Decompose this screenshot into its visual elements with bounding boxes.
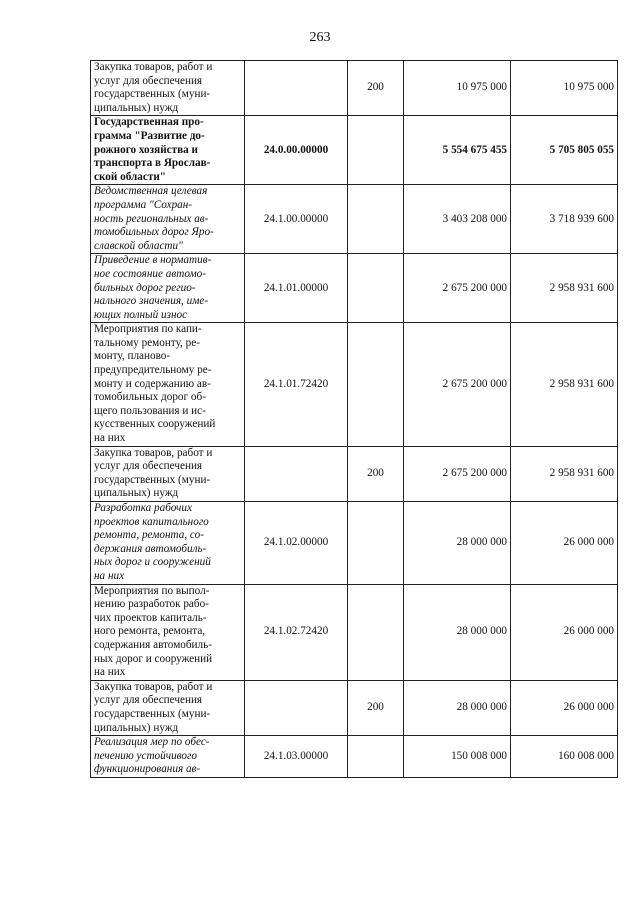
- amount-year2-cell: 26 000 000: [511, 584, 618, 680]
- item-name-line: Реализация мер по обес-: [94, 736, 210, 749]
- amount-year1-cell: 150 008 000: [404, 736, 511, 778]
- item-name-cell: [91, 116, 245, 185]
- item-name-line: монту и содержанию ав-: [94, 377, 211, 390]
- amount-year2-cell: 26 000 000: [511, 680, 618, 735]
- item-name-line: грамма "Развитие до-: [94, 129, 205, 142]
- expense-type-cell: 200: [348, 61, 404, 116]
- item-name-cell: [91, 185, 245, 254]
- amount-year1-cell: 3 403 208 000: [404, 185, 511, 254]
- amount-year1-cell: 2 675 200 000: [404, 323, 511, 446]
- amount-year2-cell: 2 958 931 600: [511, 446, 618, 501]
- amount-year2-cell: 3 718 939 600: [511, 185, 618, 254]
- table-row: [91, 254, 618, 323]
- item-name-line: на них: [94, 432, 126, 445]
- item-name-line: Приведение в норматив-: [94, 254, 212, 267]
- program-code-cell: 24.1.02.72420: [245, 584, 348, 680]
- item-name-line: печению устойчивого: [94, 749, 197, 762]
- table-row: [91, 116, 618, 185]
- item-name-line: услуг для обеспечения: [94, 460, 203, 473]
- item-name-line: Государственная про-: [94, 116, 204, 129]
- item-name-line: ного ремонта, ремонта,: [94, 625, 206, 638]
- amount-year2-cell: 5 705 805 055: [511, 116, 618, 185]
- expense-type-cell: [348, 736, 404, 778]
- item-name-line: ных дорог и сооружений: [94, 652, 213, 665]
- item-name-line: Закупка товаров, работ и: [94, 446, 213, 459]
- item-name-line: на них: [94, 666, 126, 679]
- item-name-line: проектов капитального: [94, 515, 209, 528]
- item-name-line: ремонта, ремонта, со-: [94, 529, 204, 542]
- budget-table: [90, 60, 618, 778]
- item-name-line: кусственных сооружений: [94, 418, 216, 431]
- item-name-cell: [91, 680, 245, 735]
- item-name-cell: [91, 254, 245, 323]
- item-name-line: государственных (муни-: [94, 707, 211, 720]
- program-code-cell: 24.0.00.00000: [245, 116, 348, 185]
- program-code-cell: 24.1.01.72420: [245, 323, 348, 446]
- item-name-line: государственных (муни-: [94, 473, 211, 486]
- expense-type-cell: 200: [348, 680, 404, 735]
- program-code-cell: 24.1.00.00000: [245, 185, 348, 254]
- amount-year2-cell: 26 000 000: [511, 502, 618, 585]
- item-name-line: Закупка товаров, работ и: [94, 61, 213, 73]
- table-row: [91, 323, 618, 446]
- item-name-line: нального значения, име-: [94, 295, 209, 308]
- item-name-line: транспорта в Ярослав-: [94, 157, 211, 170]
- program-code-cell: [245, 680, 348, 735]
- item-name-line: государственных (муни-: [94, 88, 211, 101]
- item-name-cell: [91, 736, 245, 778]
- item-name-line: тальному ремонту, ре-: [94, 336, 200, 349]
- table-row: [91, 185, 618, 254]
- table-row: [91, 502, 618, 585]
- amount-year1-cell: 28 000 000: [404, 584, 511, 680]
- item-name-line: ное состояние автомо-: [94, 267, 206, 280]
- program-code-cell: 24.1.03.00000: [245, 736, 348, 778]
- item-name-line: содержания автомобиль-: [94, 638, 212, 651]
- item-name-line: нению разработок рабо-: [94, 598, 209, 611]
- amount-year1-cell: 2 675 200 000: [404, 446, 511, 501]
- item-name-cell: [91, 323, 245, 446]
- table-row: [91, 584, 618, 680]
- expense-type-cell: [348, 323, 404, 446]
- item-name-line: чих проектов капиталь-: [94, 611, 207, 624]
- item-name-line: услуг для обеспечения: [94, 74, 203, 87]
- item-name-cell: [91, 446, 245, 501]
- budget-table-body: [91, 61, 618, 778]
- item-name-line: ципальных) нужд: [94, 487, 179, 500]
- item-name-line: держания автомобиль-: [94, 542, 207, 555]
- expense-type-cell: [348, 185, 404, 254]
- item-name-line: монту, планово-: [94, 350, 171, 363]
- table-row: [91, 736, 618, 778]
- item-name-line: щего пользования и ис-: [94, 404, 206, 417]
- table-row: [91, 446, 618, 501]
- expense-type-cell: [348, 502, 404, 585]
- table-row: [91, 61, 618, 116]
- item-name-line: томобильных дорог об-: [94, 391, 206, 404]
- item-name-line: славской области": [94, 239, 183, 252]
- amount-year1-cell: 5 554 675 455: [404, 116, 511, 185]
- item-name-line: бильных дорог регио-: [94, 281, 196, 294]
- item-name-line: Разработка рабочих: [94, 502, 192, 514]
- program-code-cell: [245, 61, 348, 116]
- expense-type-cell: 200: [348, 446, 404, 501]
- amount-year1-cell: 10 975 000: [404, 61, 511, 116]
- item-name-cell: [91, 584, 245, 680]
- item-name-line: ской области": [94, 170, 166, 183]
- item-name-line: программа "Сохран-: [94, 198, 193, 211]
- item-name-line: ципальных) нужд: [94, 721, 179, 734]
- amount-year2-cell: 160 008 000: [511, 736, 618, 778]
- item-name-line: Мероприятия по капи-: [94, 323, 202, 336]
- amount-year1-cell: 2 675 200 000: [404, 254, 511, 323]
- amount-year2-cell: 2 958 931 600: [511, 323, 618, 446]
- table-row: [91, 680, 618, 735]
- item-name-line: услуг для обеспечения: [94, 694, 203, 707]
- item-name-line: рожного хозяйства и: [94, 143, 198, 156]
- item-name-line: ющих полный износ: [94, 308, 188, 321]
- amount-year2-cell: 10 975 000: [511, 61, 618, 116]
- expense-type-cell: [348, 116, 404, 185]
- item-name-line: предупредительному ре-: [94, 364, 212, 377]
- item-name-line: Мероприятия по выпол-: [94, 584, 210, 597]
- item-name-cell: [91, 61, 245, 116]
- item-name-line: Закупка товаров, работ и: [94, 680, 213, 693]
- item-name-line: на них: [94, 569, 125, 582]
- expense-type-cell: [348, 584, 404, 680]
- program-code-cell: 24.1.01.00000: [245, 254, 348, 323]
- item-name-line: ных дорог и сооружений: [94, 556, 211, 569]
- item-name-line: Ведомственная целевая: [94, 185, 208, 198]
- item-name-cell: [91, 502, 245, 585]
- page-number: 263: [309, 30, 331, 45]
- item-name-line: функционирования ав-: [94, 763, 201, 776]
- amount-year2-cell: 2 958 931 600: [511, 254, 618, 323]
- item-name-line: томобильных дорог Яро-: [94, 226, 214, 239]
- amount-year1-cell: 28 000 000: [404, 502, 511, 585]
- expense-type-cell: [348, 254, 404, 323]
- item-name-line: ципальных) нужд: [94, 101, 179, 114]
- program-code-cell: [245, 446, 348, 501]
- item-name-line: ность региональных ав-: [94, 212, 209, 225]
- program-code-cell: 24.1.02.00000: [245, 502, 348, 585]
- amount-year1-cell: 28 000 000: [404, 680, 511, 735]
